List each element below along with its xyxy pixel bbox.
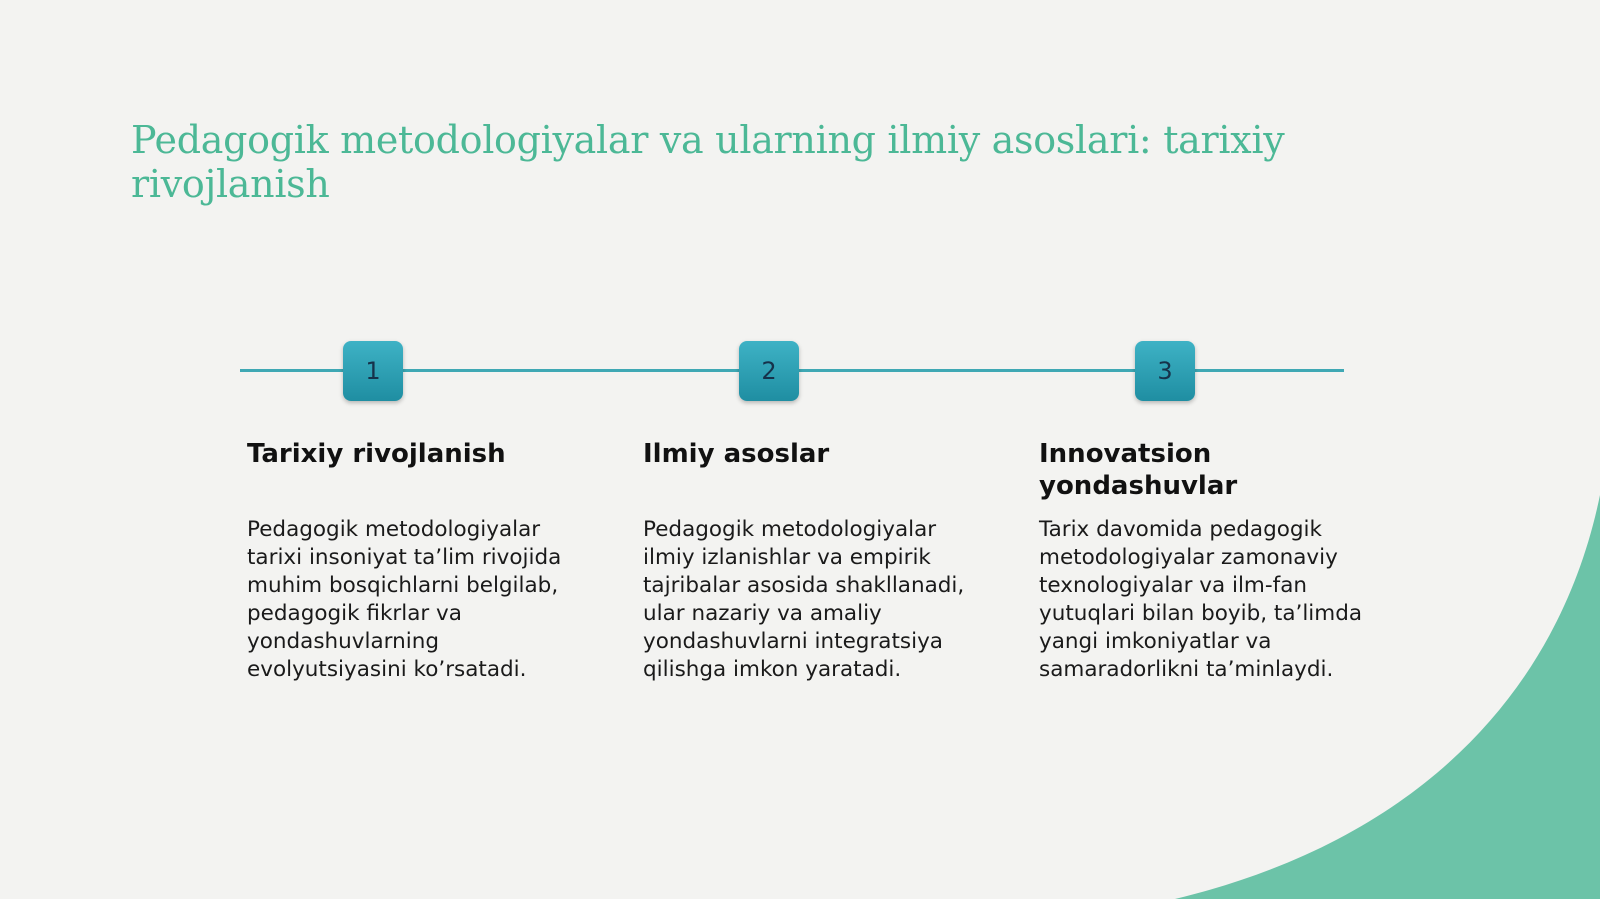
step-3 xyxy=(1039,438,1379,684)
step-1 xyxy=(247,438,587,684)
step-2-marker: 2 xyxy=(739,341,799,401)
step-3-text: Tarix davomida pedagogik metodologiyalar zamonaviy texnologiyalar va ilm-fan yutuqlari bilan boyib, ta’limda yangi imkoniyatlar va samaradorlikni ta’minlaydi. xyxy=(1039,517,1363,682)
step-2-text: Pedagogik metodologiyalar ilmiy izlanishlar va empirik tajribalar asosida shakllanadi, ular nazariy va amaliy yondashuvlarni integratsiya qilishga imkon yaratadi. xyxy=(643,517,965,682)
step-1-text: Pedagogik metodologiyalar tarixi insoniyat ta’lim rivojida muhim bosqichlarni belgilab, pedagogik fikrlar va yondashuvlarning evolyutsiyasini ko’rsatadi. xyxy=(247,517,562,682)
step-2 xyxy=(643,438,983,684)
slide-title: Pedagogik metodologiyalar va ularning ilmiy asoslari: tarixiy rivojlanish xyxy=(131,118,1285,206)
step-3-marker: 3 xyxy=(1135,341,1195,401)
step-2-heading: Ilmiy asoslar xyxy=(643,439,830,469)
step-1-heading: Tarixiy rivojlanish xyxy=(247,439,506,469)
step-3-heading: Innovatsion yondashuvlar xyxy=(1039,439,1238,501)
step-1-marker: 1 xyxy=(343,341,403,401)
